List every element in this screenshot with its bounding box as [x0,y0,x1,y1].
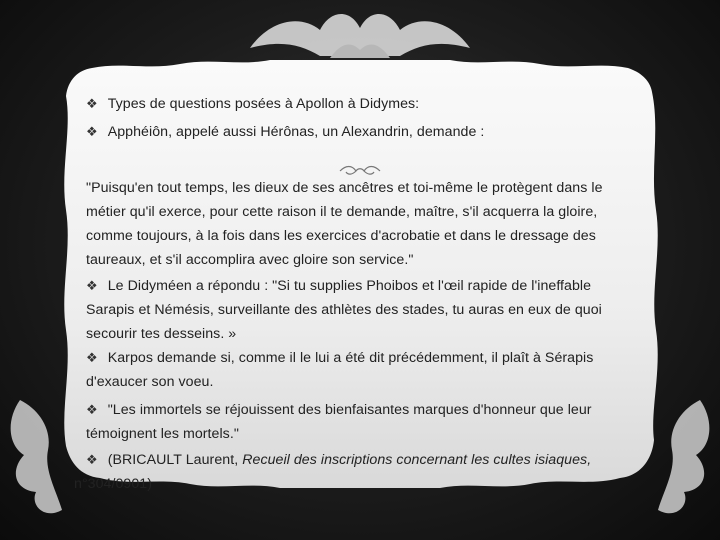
quote-line: "Puisqu'en tout temps, les dieux de ses ancêtres et toi-même le protègent dans le [86,180,603,196]
reply-line: Sarapis et Némésis, surveillante des athlètes des stades, tu auras en eux de quoi [86,302,602,318]
diamond-bullet-icon: ❖ [86,452,98,467]
citation-title: Recueil des inscriptions concernant les cultes isiaques, [242,452,592,468]
bullet-text: Apphéiôn, appelé aussi Hérônas, un Alexandrin, demande : [107,124,485,140]
right-scroll-ornament [658,400,709,513]
bullet-text: Types de questions posées à Apollon à Didymes: [107,96,420,112]
list-item [86,96,419,112]
reply-line: secourir tes desseins. » [86,326,237,342]
citation-line1: ❖ (BRICAULT Laurent, Recueil des inscriptions concernant les cultes isiaques, [86,452,592,468]
diamond-bullet-icon: ❖ [86,124,98,139]
top-scroll-ornament [250,14,470,58]
citation [74,448,592,496]
list-item [86,124,484,140]
karpos-line: d'exaucer son voeu. [86,374,214,390]
citation-line2: n°304/0901) [74,476,153,492]
karpos-line: ❖ Karpos demande si, comme il le lui a été dit précédemment, il plaît à Sérapis [86,350,594,366]
quote-paragraph [86,176,603,272]
diamond-bullet-icon: ❖ [86,278,98,293]
quote-line: métier qu'il exerce, pour cette raison il te demande, maître, s'il acquerra la gloire, [86,204,598,220]
immortals-line: ❖ "Les immortels se réjouissent des bienfaisantes marques d'honneur que leur [86,402,592,418]
diamond-bullet-icon: ❖ [86,96,98,111]
diamond-bullet-icon: ❖ [86,350,98,365]
quote-line: taureaux, et s'il accomplira avec gloire son service." [86,252,414,268]
karpos-paragraph [86,346,593,394]
quote-line: comme toujours, à la fois dans les exercices d'acrobatie et dans le dressage des [86,228,596,244]
reply-paragraph [86,274,602,346]
immortals-line: témoignent les mortels." [86,426,239,442]
left-scroll-ornament [11,400,62,513]
immortals-paragraph [86,398,592,446]
diamond-bullet-icon: ❖ [86,402,98,417]
reply-line: ❖ Le Didyméen a répondu : "Si tu supplies Phoibos et l'œil rapide de l'ineffable [86,278,592,294]
